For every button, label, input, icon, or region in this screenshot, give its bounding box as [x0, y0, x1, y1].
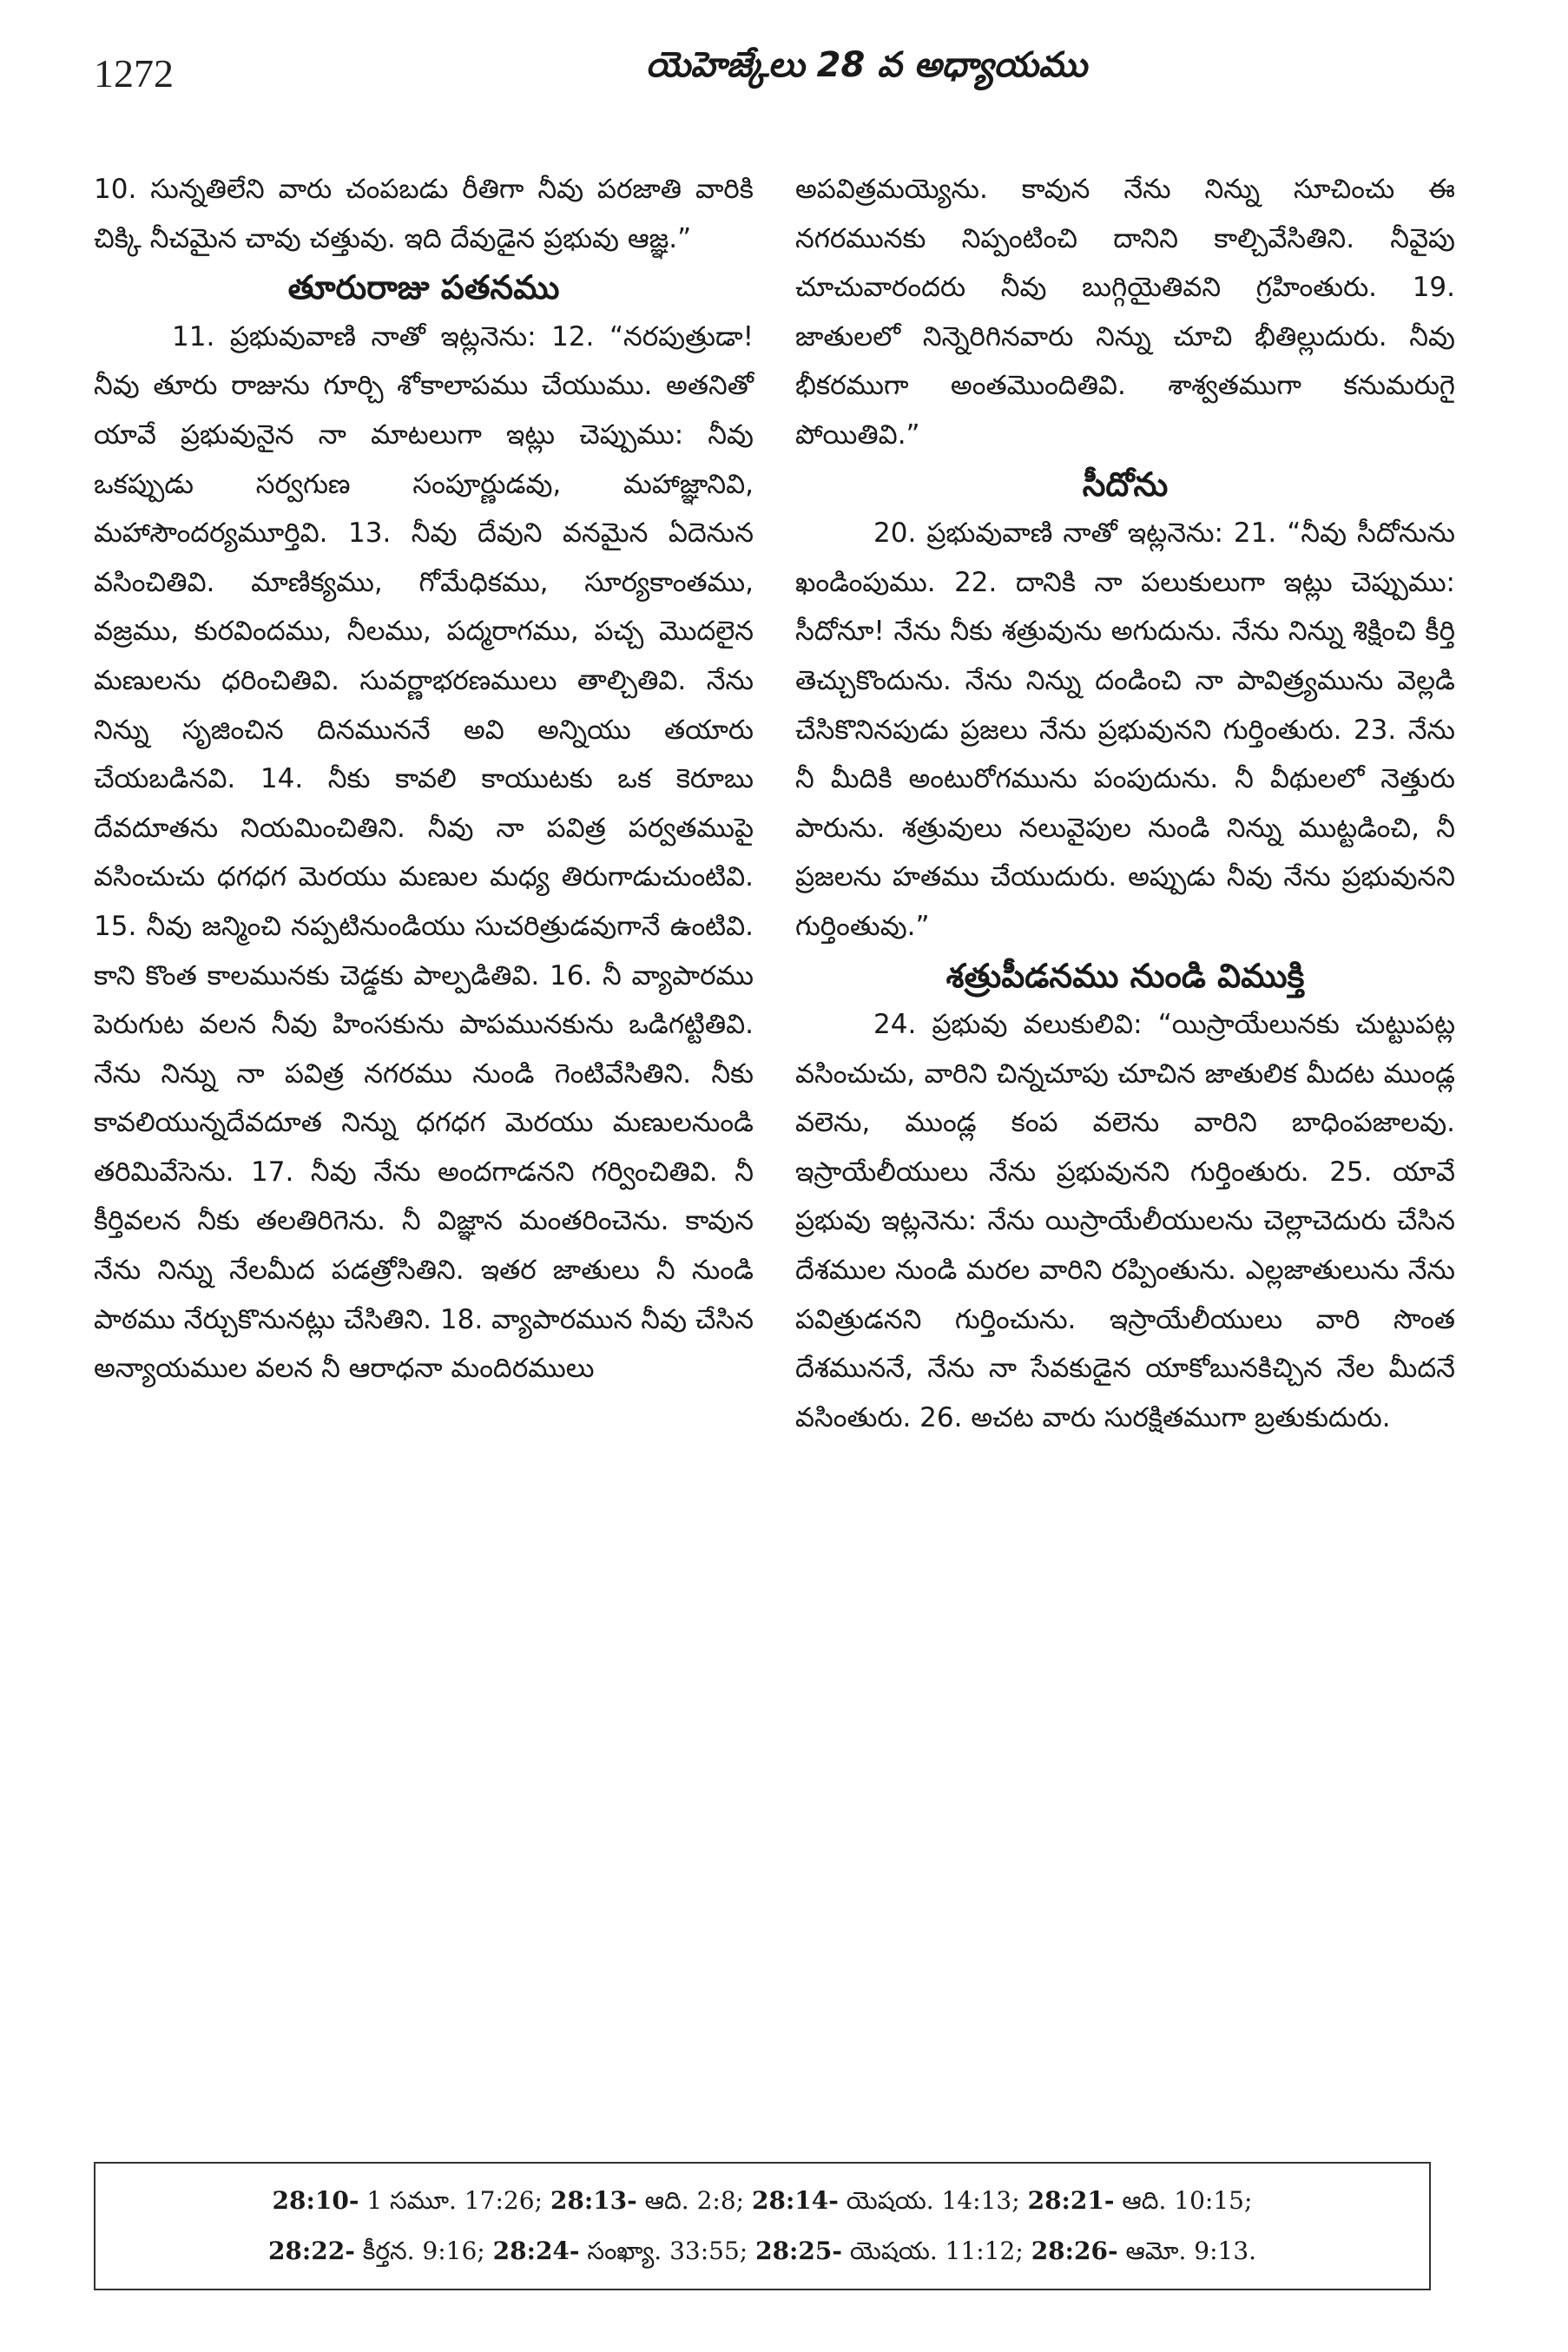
reference-key: 28:21- — [1027, 2186, 1115, 2215]
verse-paragraph: 11. ప్రభువువాణి నాతో ఇట్లనెను: 12. “నరపుత్రుడా! నీవు తూరు రాజును గూర్చి శోకాలాపము చేయుము. అతనితో యావే ప్రభువునైన నా మాటలుగా ఇట్లు చెప్పుము: నీవు ఒకప్పుడు సర్వగుణ సంపూర్ణుడవు, మహాజ్ఞానివి, మహాసౌందర్యమూర్తివి. 13. నీవు దేవుని వనమైన ఏదెనున వసించితివి. మాణిక్యము, గోమేధికము, సూర్యకాంతము, వజ్రము, కురవిందము, నీలము, పద్మరాగము, పచ్చ మొదలైన మణులను ధరించితివి. సువర్ణాభరణములు తాల్చితివి. నేను నిన్ను సృజించిన దినముననే అవి అన్నియు తయారు చేయబడినవి. 14. నీకు కావలి కాయుటకు ఒక కెరూబు దేవదూతను నియమించితిని. నీవు నా పవిత్ర పర్వతముపై వసించుచు ధగధగ మెరయు మణుల మధ్య తిరుగాడుచుంటివి. 15. నీవు జన్మించి నప్పటినుండియు సుచరిత్రుడవుగానే ఉంటివి. కాని కొంత కాలమునకు చెడ్డకు పాల్పడితివి. 16. నీ వ్యాపారము పెరుగుట వలన నీవు హింసకును పాపమునకును ఒడిగట్టితివి. నేను నిన్ను నా పవిత్ర నగరము నుండి గెంటివేసితిని. నీకు కావలియున్నదేవదూత నిన్ను ధగధగ మెరయు మణులనుండి తరిమివేసెను. 17. నీవు నేను అందగాడనని గర్వించితివి. నీ కీర్తివలన నీకు తలతిరిగెను. నీ విజ్ఞాన మంతరించెను. కావున నేను నిన్ను నేలమీద పడత్రోసితిని. ఇతర జాతులు నీ నుండి పాఠము నేర్చుకొనునట్లు చేసితిని. 18. వ్యాపారమున నీవు చేసిన అన్యాయముల వలన నీ ఆరాధనా మందిరములు — [94, 320, 754, 1385]
reference-text: సంఖ్యా. 33:55; — [579, 2237, 756, 2265]
page-number: 1272 — [94, 51, 174, 96]
reference-text: యెషయ. 11:12; — [841, 2237, 1031, 2265]
reference-key: 28:26- — [1031, 2237, 1118, 2265]
reference-key: 28:14- — [751, 2186, 839, 2215]
left-column — [94, 165, 754, 1393]
reference-text: ఆమో. 9:13. — [1117, 2237, 1257, 2265]
cross-reference-box — [94, 2162, 1431, 2290]
reference-line — [116, 2176, 1408, 2226]
reference-line — [116, 2226, 1408, 2276]
reference-key: 28:22- — [267, 2237, 355, 2265]
reference-text: ఆది. 10:15; — [1114, 2186, 1253, 2215]
page-header — [94, 45, 1448, 115]
reference-text: యెషయ. 14:13; — [838, 2186, 1028, 2215]
reference-key: 28:24- — [492, 2237, 580, 2265]
section-heading: శత్రుపీడనము నుండి విముక్తి — [945, 956, 1305, 995]
verse-paragraph: 10. సున్నతిలేని వారు చంపబడు రీతిగా నీవు పరజాతి వారికి చిక్కి నీచమైన చావు చత్తువు. ఇది దేవుడైన ప్రభువు ఆజ్ఞ.” — [94, 174, 754, 254]
text-columns — [94, 165, 1455, 2127]
verse-paragraph: అపవిత్రమయ్యెను. కావున నేను నిన్ను సూచించు ఈ నగరమునకు నిప్పంటించి దానిని కాల్చివేసితిని. నీవైపు చూచువారందరు నీవు బుగ్గియైతివని గ్రహింతురు. 19. జాతులలో నిన్నెరిగినవారు నిన్ను చూచి భీతిల్లుదురు. నీవు భీకరముగా అంతమొందితివి. శాశ్వతముగా కనుమరుగై పోయితివి.” — [795, 174, 1455, 451]
reference-text: ఆది. 2:8; — [636, 2186, 752, 2215]
reference-text: కీర్తన. 9:16; — [354, 2237, 493, 2265]
reference-text: 1 సమూ. 17:26; — [359, 2186, 550, 2215]
reference-key: 28:13- — [550, 2186, 637, 2215]
running-head: యెహెజ్కేలు 28 వ అధ్యాయము — [645, 45, 1088, 85]
verse-paragraph: 20. ప్రభువువాణి నాతో ఇట్లనెను: 21. “నీవు సీదోనును ఖండింపుము. 22. దానికి నా పలుకులుగా ఇట్లు చెప్పుము: సీదోనూ! నేను నీకు శత్రువును అగుదును. నేను నిన్ను శిక్షించి కీర్తి తెచ్చుకొందును. నేను నిన్ను దండించి నా పావిత్ర్యమును వెల్లడి చేసికొనినపుడు ప్రజలు నేను ప్రభువునని గుర్తింతురు. 23. నేను నీ మీదికి అంటురోగమును పంపుదును. నీ వీథులలో నెత్తురు పారును. శత్రువులు నలువైపుల నుండి నిన్ను ముట్టడించి, నీ ప్రజలను హతము చేయుదురు. అప్పుడు నీవు నేను ప్రభువునని గుర్తింతువు.” — [795, 517, 1455, 942]
right-column — [795, 165, 1455, 1442]
section-heading: సీదోను — [1082, 464, 1169, 504]
reference-key: 28:25- — [755, 2237, 842, 2265]
verse-paragraph: 24. ప్రభువు వలుకులివి: “యిస్రాయేలునకు చుట్టుపట్ల వసించుచు, వారిని చిన్నచూపు చూచిన జాతులిక మీదట ముండ్ల వలెను, ముండ్ల కంప వలెను వారిని బాధింపజాలవు. ఇస్రాయేలీయులు నేను ప్రభువునని గుర్తింతురు. 25. యావే ప్రభువు ఇట్లనెను: నేను యిస్రాయేలీయులను చెల్లాచెదురు చేసిన దేశముల నుండి మరల వారిని రప్పింతును. ఎల్లజాతులును నేను పవిత్రుడనని గుర్తించును. ఇస్రాయేలీయులు వారి సొంత దేశముననే, నేను నా సేవకుడైన యాకోబునకిచ్చిన నేల మీదనే వసింతురు. 26. అచట వారు సురక్షితముగా బ్రతుకుదురు. — [795, 1009, 1455, 1433]
section-heading: తూరురాజు పతనము — [287, 268, 560, 307]
reference-key: 28:10- — [272, 2186, 359, 2215]
